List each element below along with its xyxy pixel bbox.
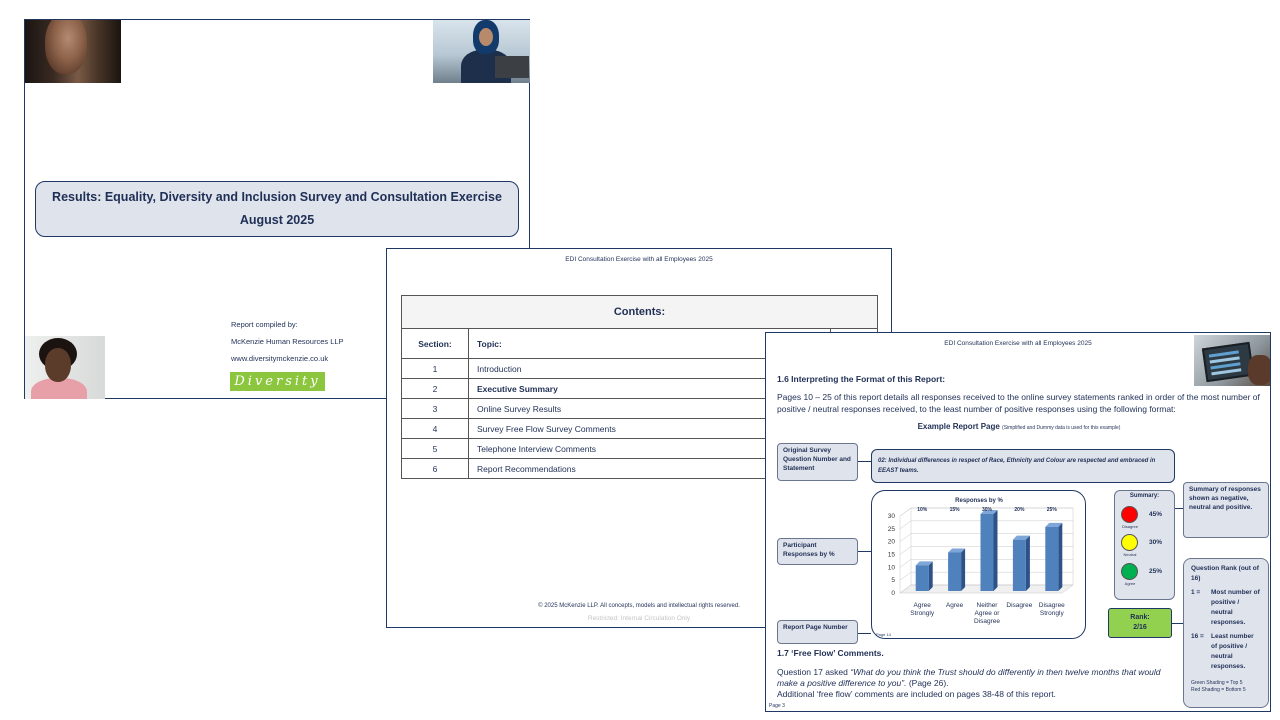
rank-box bbox=[1108, 608, 1172, 638]
neutral-percent: 30% bbox=[1149, 539, 1163, 546]
tablet-photo bbox=[1194, 335, 1270, 386]
section-column-header: Section: bbox=[402, 329, 469, 359]
rank-label: Rank: bbox=[1130, 614, 1150, 621]
question-rank-box: Question Rank (out of 16) 1 = Most number of positive / neutral responses. 16 = Least number of positive / neutral responses. Green Shading = Top 5 Red Shading = Bottom 5 bbox=[1183, 558, 1269, 708]
table-row[interactable]: 1 Introduction bbox=[402, 359, 878, 379]
bar-side bbox=[994, 510, 998, 591]
data-label: 15% bbox=[949, 507, 960, 513]
table-row[interactable]: 2 Executive Summary bbox=[402, 379, 878, 399]
table-row[interactable]: 6 Report Recommendations bbox=[402, 459, 878, 479]
agree-label: Agree bbox=[1124, 581, 1136, 586]
gridline bbox=[900, 521, 911, 529]
question-rank-title: Question Rank (out of 16) bbox=[1191, 565, 1259, 582]
gridline bbox=[900, 547, 911, 555]
cover-title: Results: Equality, Diversity and Inclusion Survey and Consultation Exercise bbox=[52, 190, 502, 204]
page-header: EDI Consultation Exercise with all Employees 2025 bbox=[565, 256, 713, 263]
x-tick-label: Agree Strongly bbox=[910, 602, 935, 617]
man-photo bbox=[25, 20, 121, 83]
bar bbox=[1013, 540, 1026, 591]
bar-side bbox=[1058, 523, 1062, 591]
bar bbox=[1045, 527, 1058, 591]
label-arrow bbox=[858, 551, 871, 552]
bar bbox=[981, 514, 994, 591]
agree-indicator bbox=[1121, 563, 1138, 580]
woman-laptop-photo bbox=[433, 20, 530, 83]
label-arrow bbox=[858, 633, 871, 634]
diversity-logo: Diversity bbox=[230, 372, 325, 391]
additional-comments-paragraph: Additional ‘free flow’ comments are included on pages 38-48 of this report. bbox=[777, 689, 1056, 699]
bar-chart-svg bbox=[872, 491, 1087, 640]
bar-side bbox=[929, 561, 933, 591]
mini-page-label: Page 14 bbox=[876, 632, 891, 637]
summary-box bbox=[1114, 490, 1175, 600]
topic-column-header: Topic: bbox=[469, 329, 831, 359]
page-header: EDI Consultation Exercise with all Employees 2025 bbox=[944, 340, 1092, 347]
x-tick-label: Neither Agree or Disagree bbox=[973, 602, 1001, 625]
rank-1-description: Most number of positive / neutral responses. bbox=[1211, 589, 1260, 626]
label-arrow bbox=[858, 461, 871, 462]
company-name: McKenzie Human Resources LLP bbox=[231, 337, 344, 346]
report-page-label: Report Page Number bbox=[777, 620, 858, 644]
agree-percent: 25% bbox=[1149, 568, 1163, 575]
page-number: Page 3 bbox=[769, 703, 785, 709]
bar-side bbox=[1026, 536, 1030, 591]
bar bbox=[948, 553, 961, 592]
y-tick-label: 30 bbox=[887, 513, 895, 520]
gridline bbox=[900, 572, 911, 580]
green-shading-note: Green Shading = Top 5 bbox=[1191, 680, 1243, 686]
question-statement-box: 02: Individual differences in respect of Race, Ethnicity and Colour are respected and embraced in EEAST teams. bbox=[871, 449, 1175, 483]
section-heading-1-6: 1.6 Interpreting the Format of this Report: bbox=[777, 374, 946, 384]
neutral-label: Neutral bbox=[1123, 552, 1137, 557]
y-tick-label: 15 bbox=[887, 551, 895, 559]
disagree-label: Disagree bbox=[1121, 524, 1138, 529]
bar-side bbox=[961, 549, 965, 592]
question-17-paragraph: Question 17 asked “What do you think the Trust should do differently in then twelve months that would make a positive difference to you”. (Page 26). bbox=[777, 667, 1161, 688]
table-row[interactable]: 5 Telephone Interview Comments bbox=[402, 439, 878, 459]
y-tick-label: 20 bbox=[887, 538, 895, 546]
responses-chart bbox=[871, 490, 1086, 639]
rank-16-description: Least number of positive / neutral responses. bbox=[1211, 633, 1254, 670]
disagree-indicator bbox=[1121, 506, 1138, 523]
y-tick-label: 25 bbox=[887, 525, 895, 533]
y-tick-label: 0 bbox=[891, 590, 895, 597]
data-label: 30% bbox=[981, 507, 993, 513]
example-note: (Simplified and Dummy data is used for this example) bbox=[1002, 425, 1121, 431]
neutral-indicator bbox=[1121, 534, 1138, 551]
question-label: Original Survey Question Number and Statement bbox=[777, 443, 858, 481]
copyright-footer: © 2025 McKenzie LLP. All concepts, models and intellectual rights reserved. bbox=[538, 603, 740, 609]
data-label: 25% bbox=[1046, 507, 1057, 513]
x-tick-label: Disagree bbox=[1006, 602, 1033, 609]
red-shading-note: Red Shading = Bottom 5 bbox=[1191, 687, 1246, 693]
section-heading-1-7: 1.7 ‘Free Flow’ Comments. bbox=[777, 648, 884, 658]
restricted-footer: Restricted: Internal Circulation Only bbox=[587, 615, 691, 622]
table-row[interactable]: 3 Online Survey Results bbox=[402, 399, 878, 419]
disagree-percent: 45% bbox=[1149, 511, 1163, 518]
format-page bbox=[765, 332, 1271, 712]
rank-value: 2/16 bbox=[1133, 624, 1147, 631]
cover-title-box bbox=[35, 181, 519, 237]
table-row[interactable]: 4 Survey Free Flow Survey Comments bbox=[402, 419, 878, 439]
gridline bbox=[900, 534, 911, 542]
participant-label: Participant Responses by % bbox=[777, 538, 858, 565]
gridline bbox=[900, 559, 911, 567]
data-label: 20% bbox=[1014, 507, 1025, 513]
contents-title: Contents: bbox=[402, 296, 878, 329]
compiled-by-label: Report compiled by: bbox=[231, 320, 298, 329]
summary-description-label: Summary of responses shown as negative, neutral and positive. bbox=[1183, 482, 1269, 538]
example-title: Example Report Page (Simplified and Dummy data is used for this example) bbox=[917, 422, 1121, 431]
x-tick-label: Agree bbox=[945, 602, 964, 609]
website-link[interactable]: www.diversitymckenzie.co.uk bbox=[231, 354, 329, 363]
cover-date: August 2025 bbox=[239, 213, 315, 227]
label-arrow bbox=[1175, 508, 1183, 509]
y-tick-label: 5 bbox=[891, 577, 895, 585]
y-tick-label: 10 bbox=[887, 564, 895, 572]
x-tick-label: Disagree Strongly bbox=[1038, 602, 1065, 617]
label-arrow bbox=[1172, 623, 1183, 624]
section-paragraph-1-6: Pages 10 – 25 of this report details all responses received to the online survey statements ranked in order of the most number of positive / neutral responses received, to the least number of positive responses using the following format: bbox=[777, 392, 1260, 414]
gridline bbox=[900, 508, 911, 516]
data-label: 10% bbox=[917, 507, 928, 513]
smiling-woman-photo bbox=[25, 336, 105, 399]
bar bbox=[916, 565, 929, 591]
summary-title: Summary: bbox=[1129, 493, 1160, 499]
chart-title: Responses by % bbox=[955, 498, 1003, 504]
